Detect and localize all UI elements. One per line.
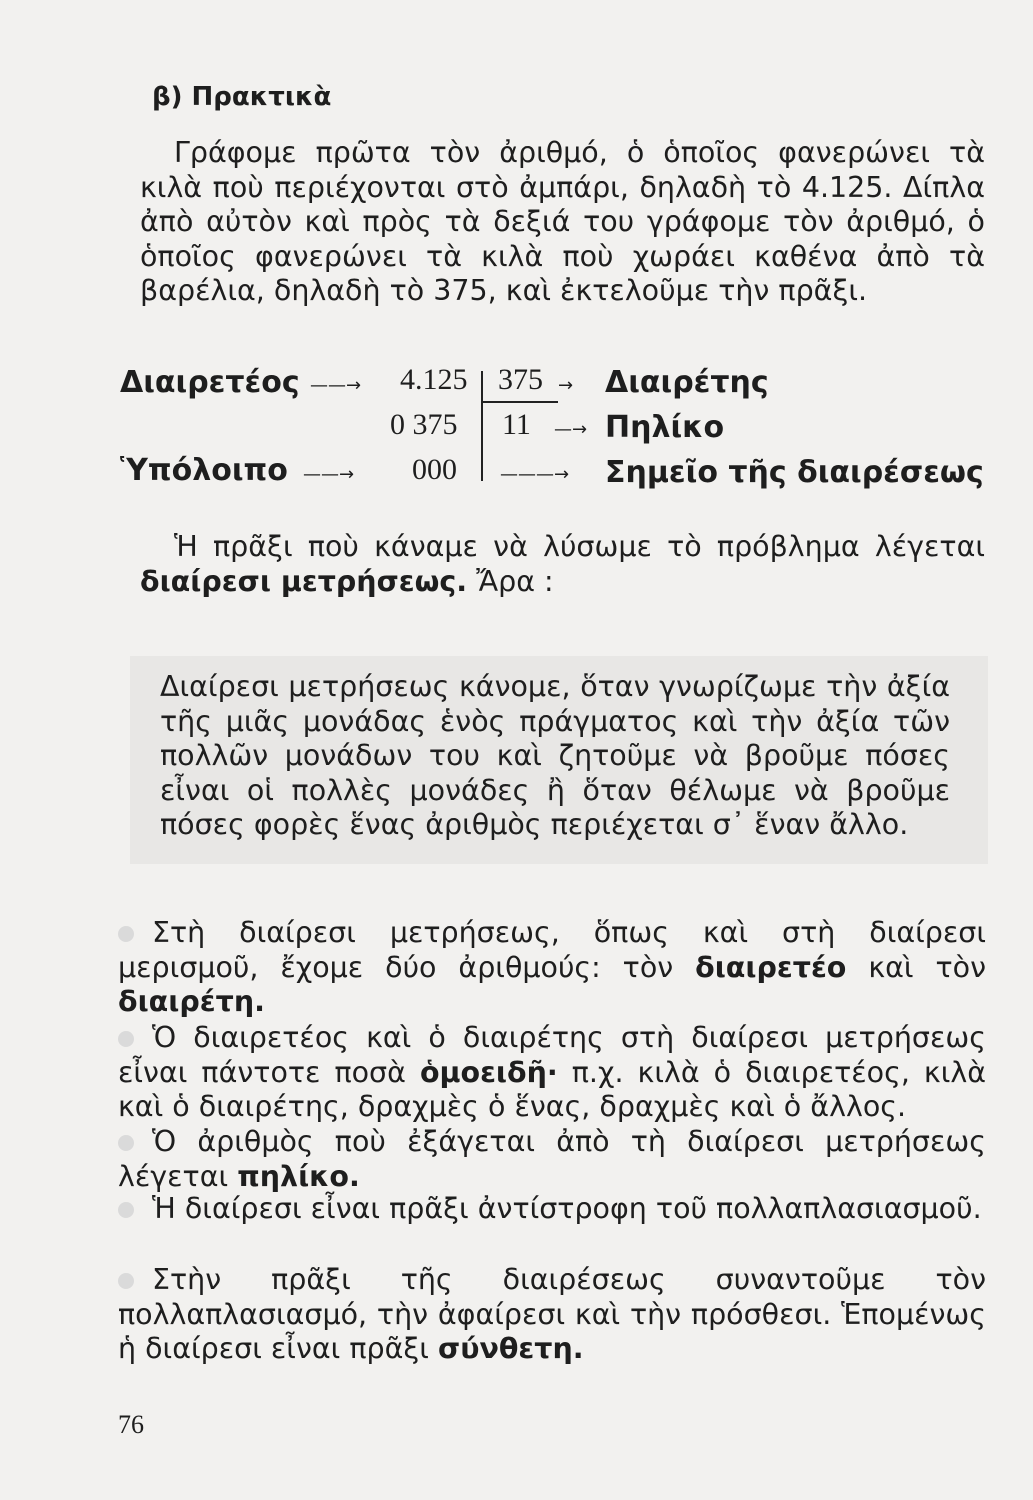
page-number: 76 xyxy=(118,1410,144,1439)
divisor-value: 375 xyxy=(498,363,543,396)
bullet-2-bold: ὁμοειδῆ· xyxy=(419,1055,558,1089)
bullet-5 xyxy=(118,1263,986,1367)
statement-paragraph xyxy=(140,530,985,599)
bullet-dot-icon xyxy=(118,1202,134,1218)
bullet-1-bold-1: διαιρετέο xyxy=(695,950,847,984)
remainder-arrow-icon: ——→ xyxy=(303,464,355,485)
remainder-label: Ὑπόλοιπο xyxy=(120,453,288,488)
bullet-2-text: Ὁ διαιρετέος καὶ ὁ διαιρέτης στὴ διαίρεσι μετρήσεως εἶναι πάντοτε ποσὰ xyxy=(118,1021,986,1089)
bullet-4 xyxy=(118,1192,986,1227)
bullet-2 xyxy=(118,1021,986,1125)
remainder-value: 000 xyxy=(412,453,457,486)
division-vertical-line xyxy=(481,371,483,481)
statement-text: Ἡ πρᾶξι ποὺ κάναμε νὰ λύσωμε τὸ πρόβλημα λέγεται xyxy=(174,530,985,563)
bullet-4-text: Ἡ διαίρεσι εἶναι πρᾶξι ἀντίστροφη τοῦ πολλαπλασιασμοῦ. xyxy=(152,1192,982,1225)
intro-paragraph xyxy=(140,136,985,309)
divisor-label: Διαιρέτης xyxy=(605,365,769,400)
bullet-1 xyxy=(118,916,986,1020)
statement-term: διαίρεσι μετρήσεως. xyxy=(140,564,468,598)
intro-text: Γράφομε πρῶτα τὸν ἀριθμό, ὁ ὁποῖος φανερώνει τὰ κιλὰ ποὺ περιέχονται στὸ ἀμπάρι, δηλαδὴ τὸ 4.125. Δίπλα ἀπὸ αὐτὸν καὶ πρὸς τὰ δεξιά του γράφομε τὸν ἀριθμό, ὁ ὁποῖος φανερώνει τὰ κιλὰ ποὺ χωράει καθένα ἀπὸ τὰ βαρέλια, δηλαδὴ τὸ 375, καὶ ἐκτελοῦμε τὴν πρᾶξι. xyxy=(140,136,985,307)
sign-label: Σημεῖο τῆς διαιρέσεως xyxy=(605,455,984,490)
bullet-dot-icon xyxy=(118,1135,134,1151)
bullet-3-text: Ὁ ἀριθμὸς ποὺ ἐξάγεται ἀπὸ τὴ διαίρεσι μετρήσεως λέγεται xyxy=(118,1125,986,1193)
quotient-value: 11 xyxy=(502,408,531,441)
bullet-1-mid: καὶ τὸν xyxy=(868,950,986,984)
bullet-1-text: Στὴ διαίρεσι μετρήσεως, ὅπως καὶ στὴ διαίρεσι μερισμοῦ, ἔχομε δύο ἀριθμούς: τὸν xyxy=(118,916,986,984)
division-layout xyxy=(120,353,1000,503)
section-heading: β) Πρακτικὰ xyxy=(152,82,332,112)
partial-value: 0 375 xyxy=(390,408,458,441)
statement-tail: Ἄρα : xyxy=(476,564,554,598)
bullet-dot-icon xyxy=(118,1031,134,1047)
dividend-label: Διαιρετέος xyxy=(120,365,300,400)
divisor-arrow-icon: → xyxy=(558,375,574,396)
quotient-arrow-icon: —→ xyxy=(554,419,588,440)
dividend-arrow-icon: ——→ xyxy=(310,375,362,396)
definition-text: Διαίρεσι μετρήσεως κάνομε, ὅταν γνωρίζωμε τὴν ἀξία τῆς μιᾶς μονάδας ἑνὸς πράγματος καὶ τὴν ἀξία τῶν πολλῶν μονάδων του καὶ ζητοῦμε νὰ βροῦμε πόσες εἶναι οἱ πολλὲς μονάδες ἢ ὅταν θέλωμε νὰ βροῦμε πόσες φορὲς ἕνας ἀριθμὸς περιέχεται σ᾿ ἕναν ἄλλο. xyxy=(160,670,950,841)
bullet-dot-icon xyxy=(118,926,134,942)
bullet-5-bold: σύνθετη. xyxy=(438,1332,584,1365)
dividend-value: 4.125 xyxy=(400,363,468,396)
bullet-3 xyxy=(118,1125,986,1194)
bullet-2-post: π.χ. κιλὰ ὁ διαιρετέος, κιλὰ καὶ ὁ διαιρέτης, δραχμὲς ὁ ἕνας, δραχμὲς καὶ ὁ ἄλλος. xyxy=(118,1055,986,1123)
quotient-label: Πηλίκο xyxy=(605,410,725,445)
division-horizontal-line xyxy=(483,401,558,403)
bullet-3-bold: πηλίκο. xyxy=(237,1159,360,1193)
bullet-1-bold-2: διαιρέτη. xyxy=(118,985,265,1018)
bullet-5-text: Στὴν πρᾶξι τῆς διαιρέσεως συναντοῦμε τὸν πολλαπλασιασμό, τὴν ἀφαίρεσι καὶ τὴν πρόσθεσι. Ἑπομένως ἡ διαίρεσι εἶναι πρᾶξι xyxy=(118,1263,986,1365)
bullet-dot-icon xyxy=(118,1273,134,1289)
sign-arrow-icon: ———→ xyxy=(500,464,570,485)
